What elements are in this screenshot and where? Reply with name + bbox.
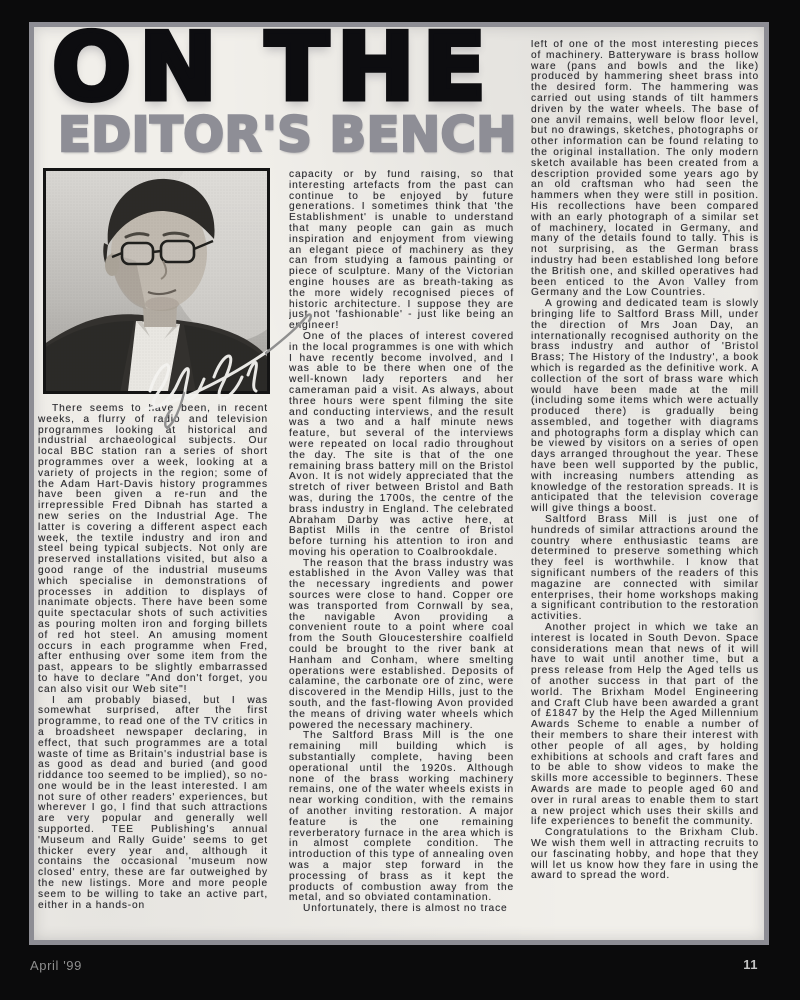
paragraph: I am probably biased, but I was somewhat surprised, after the first programme, to read one of the TV critics in a broadsheet newspaper declaring, in effect, that such programmes are a total waste of time as Britain's industrial base is as good as dead and buried (and good riddance too seemed to be implied), so no-one would be in the least interested. I am not sure of other readers' experiences, but wherever I go, I find that such attractions are very popular and generally well supported. TEE Publishing's annual 'Museum and Rally Guide' seems to get thicker every year and, although it contains the occasional 'museum now closed' entry, these are far outweighed by the new listings. More and more people seem to be willing to take an active part, either in a hands-on bbox=[38, 694, 268, 911]
magazine-page bbox=[29, 13, 769, 945]
paragraph: capacity or by fund raising, so that interesting artefacts from the past can continue to be enjoyed by future generations. I sometimes think that 'the Establishment' is unable to understand that many people can gain as much inspiration and enjoyment from viewing an elegant piece of machinery as they can from studying a famous painting or piece of sculpture. Many of the Victorian engine houses are as breath-taking as the more widely recognised pieces of historic architecture. I suppose they are just not 'fashionable' - just like being an engineer! bbox=[289, 170, 514, 332]
article-column-2 bbox=[289, 170, 514, 944]
editor-photo bbox=[43, 168, 270, 394]
paragraph: A growing and dedicated team is slowly bringing life to Saltford Brass Mill, under the direction of Mrs Joan Day, an internationally recognised authority on the brass industry and author of 'Bristol Brass; The History of the Industry', a book which is regarded as the definitive work. A collection of the sort of brass ware which would have been made at the mill (including some items which were actually produced there) is gradually being assembled, and together with diagrams and photographs form a display which can be viewed by visitors on a series of open days arranged throughout the year. These have been well supported by the public, with increasing numbers attending as knowledge of the restoration spreads. It is anticipated that the television coverage will give things a boost. bbox=[531, 298, 759, 515]
article-column-1 bbox=[38, 404, 268, 940]
paragraph: The reason that the brass industry was established in the Avon Valley was that the necessary ingredients and power sources were close to hand. Copper ore was transported from Cornwall by sea, the navigable Avon providing a convenient route to a point where coal from the South Gloucestershire coalfield could be brought to the river bank at Hanham and Conham, where smelting operations were established. Deposits of calamine, the carbonate ore of zinc, were discovered in the Mendip Hills, just to the south, and the fast-flowing Avon provided the means of driving water wheels which powered the necessary machinery. bbox=[289, 557, 514, 731]
paragraph: Saltford Brass Mill is just one of hundreds of similar attractions around the country where enthusiastic teams are determined to preserve something which they feel is worthwhile. I know that significant numbers of the readers of this magazine are connected with similar enterprises, their home workshops making a significant contribution to the restoration activities. bbox=[531, 514, 759, 623]
paragraph: The Saltford Brass Mill is the one remaining mill building which is substantially complete, having been operational until the 1920s. Although none of the brass working machinery remains, one of the water wheels exists in near working condition, with the remains of another inviting restoration. A major feature is the one remaining reverberatory furnace in the area which is in almost complete condition. The introduction of this type of annealing oven was a major step forward in the processing of brass as it kept the products of combustion away from the metal, and so obviated contamination. bbox=[289, 730, 514, 904]
paragraph: Congratulations to the Brixham Club. We wish them well in attracting recruits to our fascinating hobby, and hope that they will let us know how they fare in using the award to spread the word. bbox=[531, 827, 759, 882]
editor-portrait-image bbox=[46, 171, 267, 391]
paragraph: left of one of the most interesting pieces of machinery. Batteryware is brass hollow ware (pans and bowls and the like) produced by hammering sheet brass into the desired form. The hammering was carried out using stands of tilt hammers driven by the water wheels. The base of one anvil remains, well below floor level, but no drawings, sketches, photographs or other information can be found relating to the original installation. The only modern sketch available has been created from a description provided some years ago by an old craftsman who had seen the hammers when they were still in position. His recollections have been compared with an early photograph of a similar set of machinery, located in Germany, and many of the details found to tally. This is not surprising, as the German brass industry had been established long before the British one, and skilled operatives had been enticed to the Avon Valley from Germany and the Low Countries. bbox=[531, 40, 759, 299]
issue-date: April '99 bbox=[30, 958, 82, 973]
paragraph: There seems to have been, in recent weeks, a flurry of radio and television programmes looking at historical and industrial archaeological subjects. Our local BBC station ran a series of short programmes over a week, looking at a variety of projects in the region; some of the Adam Hart-Davis history programmes have been given a re-run and the irrepressible Fred Dibnah has started a new series on the Industrial Age. The latter is covering a different aspect each week, the textile industry and iron and steel being typical subjects. Not only are preserved installations visited, but also a good range of the industrial museums which specialise in demonstrations of processes in addition to displays of inanimate objects. There have been some quite spectacular shots of such activities as pouring molten iron and forging billets of red hot steel. An amusing moment occurs in each programme when Fred, after enthusing over some item from the past, appears to be slightly embarrassed to have to declare "And don't forget, you can also visit our Web site"! bbox=[38, 404, 268, 695]
page-number: 11 bbox=[743, 957, 758, 972]
paragraph: Unfortunately, there is almost no trace bbox=[303, 903, 508, 915]
paragraph: One of the places of interest covered in the local programmes is one with which I have recently become involved, and I was able to be there when one of the well-known lady reporters and her cameraman paid a visit. As always, about three hours were spent filming the site and conducting interviews, and the result was a two and a half minute news feature, but several of the interviews were repeated on local radio throughout the day. The site is that of the one remaining brass battery mill on the Bristol Avon. It is not widely appreciated that the stretch of river between Bristol and Bath was, during the 1700s, the centre of the brass industry in England. The celebrated Abraham Darby was active here, at Baptist Mills in the centre of Bristol before turning his attention to iron and moving his operation to Coalbrookdale. bbox=[289, 330, 514, 558]
paragraph: Another project in which we take an interest is located in South Devon. Space considerations mean that news of it will have to wait until another time, but a press release from Help the Aged tells us of another success in that part of the world. The Brixham Model Engineering and Craft Club have been awarded a grant of £1847 by the Help the Aged Millennium Awards Scheme to enable a number of their members to share their interest with other people of all ages, by holding exhibitions at schools and craft fares and to be able to show videos to make the skills more accessible to beginners. These Awards are made to people aged 60 and over in rural areas to enable them to start a new project which uses their skills and life experiences to benefit the community. bbox=[531, 622, 759, 828]
page-title: ON THE bbox=[52, 13, 495, 121]
page-subtitle: EDITOR'S BENCH bbox=[58, 107, 517, 163]
article-column-3 bbox=[531, 40, 759, 940]
